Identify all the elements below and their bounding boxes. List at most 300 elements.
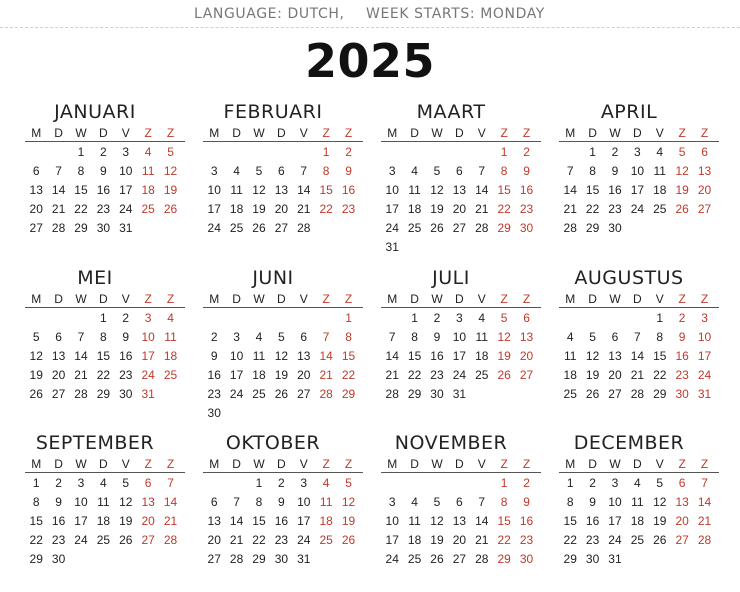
- day-cell: 18: [163, 349, 178, 363]
- weekday-header: [25, 124, 185, 142]
- weekday-label: W: [609, 126, 621, 140]
- day-cell: 29: [252, 552, 266, 566]
- day-cell: 9: [55, 495, 62, 509]
- day-cell: 10: [207, 183, 221, 197]
- day-cell: 24: [608, 533, 622, 547]
- day-cell: 15: [96, 349, 111, 363]
- weekday-header: [25, 455, 185, 473]
- day-cell: 8: [32, 495, 40, 509]
- day-cell: 17: [119, 183, 133, 197]
- weekday-label: M: [209, 126, 220, 140]
- day-cell: 1: [77, 145, 85, 159]
- weekday-header: [559, 124, 719, 142]
- day-cell: 7: [566, 164, 574, 178]
- day-cell: 25: [475, 368, 489, 382]
- day-cell: 23: [519, 202, 534, 216]
- day-cell: 20: [608, 368, 622, 382]
- day-cell: 2: [210, 330, 218, 344]
- day-cell: 7: [478, 495, 486, 509]
- day-cell: 27: [675, 533, 689, 547]
- day-cell: 14: [475, 183, 489, 197]
- month-name: OKTOBER: [225, 432, 321, 454]
- day-cell: 3: [144, 311, 152, 325]
- day-cell: 28: [385, 387, 399, 401]
- day-cell: 2: [589, 476, 596, 490]
- day-cell: 14: [630, 349, 645, 363]
- day-cell: 12: [585, 349, 600, 363]
- day-cell: 28: [74, 387, 88, 401]
- weekday-label: D: [232, 126, 241, 140]
- empty-cell: [248, 142, 270, 161]
- day-cell: 25: [96, 533, 111, 547]
- weekday-label: V: [121, 457, 130, 471]
- day-cell: 9: [122, 330, 130, 344]
- day-cell: 28: [297, 221, 311, 235]
- day-cell: 30: [119, 387, 133, 401]
- day-cell: 29: [29, 552, 43, 566]
- month-september: [25, 431, 185, 568]
- day-cell: 25: [319, 533, 333, 547]
- day-cell: 13: [274, 183, 289, 197]
- day-cell: 5: [433, 164, 441, 178]
- day-cell: 14: [319, 349, 333, 363]
- day-cell: 6: [611, 330, 619, 344]
- day-cell: 26: [585, 387, 600, 401]
- day-cell: 21: [229, 533, 244, 547]
- day-cell: 23: [519, 533, 534, 547]
- day-cell: 2: [523, 476, 530, 490]
- day-cell: 15: [341, 349, 356, 363]
- empty-cell: [225, 308, 247, 327]
- weekday-label: M: [565, 457, 576, 471]
- day-grid: [381, 473, 541, 568]
- day-cell: 13: [452, 183, 467, 197]
- day-grid: [203, 142, 363, 237]
- day-cell: 7: [167, 476, 174, 490]
- day-cell: 23: [430, 368, 444, 382]
- day-cell: 25: [229, 221, 244, 235]
- day-cell: 15: [497, 514, 511, 528]
- day-cell: 18: [630, 514, 645, 528]
- day-cell: 1: [345, 311, 352, 325]
- month-name: JUNI: [252, 267, 294, 289]
- day-cell: 23: [119, 368, 133, 382]
- day-cell: 3: [233, 330, 240, 344]
- day-cell: 6: [456, 495, 463, 509]
- day-cell: 14: [163, 495, 178, 509]
- day-cell: 12: [675, 164, 689, 178]
- weekday-label: Z: [500, 457, 508, 471]
- day-cell: 13: [452, 514, 467, 528]
- day-cell: 21: [563, 202, 577, 216]
- day-cell: 17: [452, 349, 467, 363]
- day-cell: 22: [341, 368, 356, 382]
- day-cell: 23: [585, 533, 600, 547]
- day-cell: 23: [207, 387, 221, 401]
- day-cell: 18: [141, 183, 155, 197]
- day-cell: 18: [229, 202, 244, 216]
- weekday-label: D: [633, 292, 642, 306]
- day-cell: 19: [341, 514, 356, 528]
- day-cell: 19: [675, 183, 689, 197]
- day-cell: 16: [519, 183, 534, 197]
- day-cell: 13: [697, 164, 712, 178]
- day-cell: 27: [274, 221, 289, 235]
- day-cell: 14: [74, 349, 88, 363]
- day-cell: 4: [411, 164, 418, 178]
- day-cell: 15: [563, 514, 577, 528]
- day-grid: [203, 308, 363, 422]
- day-cell: 19: [252, 202, 266, 216]
- day-cell: 12: [430, 514, 444, 528]
- day-cell: 1: [589, 145, 596, 159]
- month-name: NOVEMBER: [394, 432, 508, 454]
- day-cell: 30: [585, 552, 600, 566]
- day-cell: 24: [452, 368, 467, 382]
- weekday-label: D: [633, 126, 642, 140]
- day-cell: 9: [433, 330, 441, 344]
- day-cell: 17: [385, 202, 399, 216]
- day-cell: 9: [678, 330, 686, 344]
- day-cell: 15: [29, 514, 43, 528]
- day-cell: 4: [478, 311, 486, 325]
- day-cell: 4: [566, 330, 574, 344]
- day-cell: 3: [122, 145, 130, 159]
- day-cell: 10: [119, 164, 133, 178]
- day-cell: 15: [319, 183, 333, 197]
- day-cell: 27: [51, 387, 66, 401]
- day-grid: [25, 142, 185, 237]
- day-cell: 18: [407, 533, 422, 547]
- day-cell: 19: [163, 183, 178, 197]
- day-cell: 12: [430, 183, 444, 197]
- day-cell: 2: [55, 476, 62, 490]
- day-cell: 2: [100, 145, 107, 159]
- day-cell: 12: [341, 495, 356, 509]
- weekday-label: D: [588, 126, 597, 140]
- day-cell: 21: [630, 368, 645, 382]
- day-cell: 3: [611, 476, 619, 490]
- weekday-label: Z: [144, 457, 152, 471]
- month-name: JULI: [432, 267, 470, 289]
- day-cell: 5: [500, 311, 508, 325]
- month-juli: [381, 266, 541, 403]
- weekday-label: Z: [344, 126, 353, 140]
- empty-cell: [203, 473, 225, 492]
- month-name: FEBRUARI: [223, 101, 323, 123]
- weekday-label: V: [121, 292, 130, 306]
- month-name: MAART: [416, 101, 486, 123]
- day-cell: 21: [51, 202, 66, 216]
- day-cell: 17: [207, 202, 221, 216]
- day-cell: 6: [701, 145, 708, 159]
- day-cell: 30: [675, 387, 689, 401]
- day-cell: 26: [430, 221, 444, 235]
- weekday-label: V: [477, 292, 486, 306]
- day-cell: 20: [675, 514, 689, 528]
- weekday-label: Z: [678, 126, 686, 140]
- day-cell: 19: [119, 514, 133, 528]
- day-cell: 9: [523, 495, 530, 509]
- month-juni: [203, 266, 363, 422]
- day-cell: 4: [100, 476, 107, 490]
- day-cell: 19: [653, 514, 667, 528]
- day-cell: 26: [29, 387, 43, 401]
- day-grid: [203, 473, 363, 568]
- day-cell: 29: [74, 221, 88, 235]
- day-cell: 17: [141, 349, 155, 363]
- weekday-label: Z: [678, 292, 686, 306]
- day-cell: 22: [585, 202, 600, 216]
- day-cell: 25: [252, 387, 266, 401]
- day-cell: 31: [119, 221, 133, 235]
- day-cell: 16: [119, 349, 133, 363]
- weekday-label: Z: [166, 457, 175, 471]
- day-cell: 3: [210, 164, 218, 178]
- weekday-label: W: [609, 457, 621, 471]
- day-cell: 3: [388, 164, 396, 178]
- day-cell: 17: [229, 368, 244, 382]
- empty-cell: [381, 142, 403, 161]
- weekday-header: [559, 455, 719, 473]
- day-cell: 30: [519, 552, 534, 566]
- day-cell: 6: [456, 164, 463, 178]
- day-cell: 10: [452, 330, 467, 344]
- day-cell: 29: [497, 552, 511, 566]
- weekday-label: D: [99, 457, 108, 471]
- weekday-label: Z: [700, 292, 709, 306]
- day-cell: 30: [96, 221, 111, 235]
- weekday-label: Z: [322, 126, 330, 140]
- weekday-header: [25, 290, 185, 308]
- day-cell: 27: [608, 387, 622, 401]
- day-cell: 17: [630, 183, 645, 197]
- day-cell: 1: [411, 311, 418, 325]
- day-grid: [559, 308, 719, 403]
- day-cell: 28: [697, 533, 712, 547]
- day-cell: 24: [229, 387, 244, 401]
- day-cell: 30: [608, 221, 622, 235]
- day-grid: [381, 142, 541, 256]
- month-mei: [25, 266, 185, 403]
- day-cell: 27: [141, 533, 155, 547]
- day-cell: 7: [388, 330, 396, 344]
- weekday-label: W: [253, 126, 265, 140]
- day-cell: 8: [589, 164, 596, 178]
- day-cell: 24: [630, 202, 645, 216]
- day-cell: 21: [74, 368, 88, 382]
- empty-cell: [225, 142, 247, 161]
- empty-cell: [448, 473, 470, 492]
- day-cell: 18: [319, 514, 333, 528]
- day-cell: 22: [252, 533, 266, 547]
- weekday-label: V: [655, 126, 664, 140]
- day-cell: 11: [230, 183, 243, 197]
- empty-cell: [203, 308, 225, 327]
- page-header: [0, 0, 740, 28]
- month-januari: [25, 100, 185, 237]
- day-cell: 31: [697, 387, 712, 401]
- day-cell: 10: [630, 164, 645, 178]
- weekday-label: W: [609, 292, 621, 306]
- day-cell: 6: [55, 330, 62, 344]
- day-cell: 22: [29, 533, 43, 547]
- day-cell: 29: [653, 387, 667, 401]
- day-cell: 15: [585, 183, 600, 197]
- day-cell: 8: [322, 164, 330, 178]
- weekday-label: D: [588, 457, 597, 471]
- day-cell: 18: [252, 368, 266, 382]
- month-oktober: [203, 431, 363, 568]
- day-cell: 3: [634, 145, 641, 159]
- month-augustus: [559, 266, 719, 403]
- day-cell: 29: [585, 221, 600, 235]
- day-cell: 23: [675, 368, 689, 382]
- weekday-label: D: [54, 457, 63, 471]
- day-cell: 4: [634, 476, 641, 490]
- day-cell: 12: [119, 495, 133, 509]
- day-cell: 13: [519, 330, 534, 344]
- day-cell: 8: [100, 330, 107, 344]
- day-cell: 29: [341, 387, 356, 401]
- weekday-label: Z: [344, 292, 353, 306]
- day-cell: 7: [322, 330, 330, 344]
- empty-cell: [471, 473, 493, 492]
- empty-cell: [581, 308, 603, 327]
- weekday-label: Z: [144, 126, 152, 140]
- day-cell: 27: [207, 552, 221, 566]
- empty-cell: [559, 308, 581, 327]
- month-name: JANUARI: [54, 101, 136, 123]
- empty-cell: [203, 142, 225, 161]
- month-februari: [203, 100, 363, 237]
- day-cell: 16: [430, 349, 444, 363]
- day-cell: 29: [563, 552, 577, 566]
- weekday-label: D: [633, 457, 642, 471]
- day-cell: 14: [697, 495, 712, 509]
- day-cell: 22: [96, 368, 111, 382]
- day-cell: 16: [608, 183, 622, 197]
- day-cell: 19: [497, 349, 511, 363]
- weekday-label: Z: [166, 126, 175, 140]
- day-cell: 6: [32, 164, 40, 178]
- day-cell: 22: [653, 368, 667, 382]
- day-cell: 27: [452, 221, 467, 235]
- day-cell: 20: [274, 202, 289, 216]
- weekday-label: M: [565, 126, 576, 140]
- empty-cell: [47, 142, 69, 161]
- empty-cell: [225, 473, 247, 492]
- day-cell: 10: [697, 330, 712, 344]
- day-cell: 14: [229, 514, 244, 528]
- day-cell: 1: [500, 476, 508, 490]
- day-cell: 22: [497, 202, 511, 216]
- day-cell: 16: [519, 514, 534, 528]
- weekday-label: M: [387, 292, 398, 306]
- day-cell: 24: [74, 533, 88, 547]
- weekday-label: V: [299, 457, 308, 471]
- day-cell: 23: [274, 533, 289, 547]
- day-cell: 1: [566, 476, 574, 490]
- day-cell: 17: [385, 533, 399, 547]
- weekday-header: [203, 124, 363, 142]
- day-cell: 5: [255, 164, 263, 178]
- weekday-label: D: [99, 292, 108, 306]
- day-cell: 21: [475, 202, 489, 216]
- day-cell: 7: [634, 330, 641, 344]
- day-cell: 11: [97, 495, 110, 509]
- month-name: SEPTEMBER: [35, 432, 155, 454]
- day-cell: 20: [207, 533, 221, 547]
- day-cell: 31: [385, 240, 399, 254]
- day-cell: 13: [608, 349, 622, 363]
- day-cell: 1: [32, 476, 40, 490]
- day-cell: 9: [523, 164, 530, 178]
- day-grid: [381, 308, 541, 403]
- day-grid: [559, 142, 719, 237]
- weekday-label: M: [387, 126, 398, 140]
- empty-cell: [381, 473, 403, 492]
- day-cell: 13: [29, 183, 43, 197]
- day-cell: 11: [141, 164, 155, 178]
- weekday-label: Z: [344, 457, 353, 471]
- weekday-header: [381, 124, 541, 142]
- month-april: [559, 100, 719, 237]
- weekday-label: D: [54, 292, 63, 306]
- weekday-label: Z: [144, 292, 152, 306]
- weekday-label: W: [431, 126, 443, 140]
- day-cell: 16: [207, 368, 221, 382]
- day-cell: 27: [519, 368, 534, 382]
- day-cell: 13: [297, 349, 311, 363]
- day-cell: 30: [207, 406, 221, 420]
- day-cell: 4: [411, 495, 418, 509]
- day-cell: 31: [452, 387, 467, 401]
- week-start-label: WEEK STARTS: MONDAY: [366, 6, 545, 22]
- day-cell: 24: [207, 221, 221, 235]
- weekday-label: M: [565, 292, 576, 306]
- day-cell: 22: [497, 533, 511, 547]
- weekday-label: V: [655, 292, 664, 306]
- day-cell: 24: [141, 368, 155, 382]
- day-cell: 3: [701, 311, 708, 325]
- weekday-label: W: [431, 457, 443, 471]
- day-cell: 26: [163, 202, 178, 216]
- day-cell: 21: [475, 533, 489, 547]
- day-cell: 28: [475, 221, 489, 235]
- day-cell: 19: [585, 368, 600, 382]
- day-cell: 12: [252, 183, 266, 197]
- month-maart: [381, 100, 541, 256]
- day-cell: 4: [144, 145, 152, 159]
- weekday-label: Z: [700, 126, 709, 140]
- day-cell: 23: [608, 202, 622, 216]
- day-cell: 6: [300, 330, 308, 344]
- day-cell: 29: [96, 387, 111, 401]
- day-cell: 10: [74, 495, 88, 509]
- day-cell: 4: [233, 164, 240, 178]
- weekday-label: Z: [322, 292, 330, 306]
- day-cell: 30: [51, 552, 66, 566]
- day-cell: 8: [566, 495, 574, 509]
- month-name: DECEMBER: [573, 432, 685, 454]
- month-name: MEI: [77, 267, 113, 289]
- day-cell: 8: [656, 330, 664, 344]
- empty-cell: [381, 308, 403, 327]
- day-cell: 22: [407, 368, 422, 382]
- day-cell: 1: [100, 311, 107, 325]
- day-cell: 25: [141, 202, 155, 216]
